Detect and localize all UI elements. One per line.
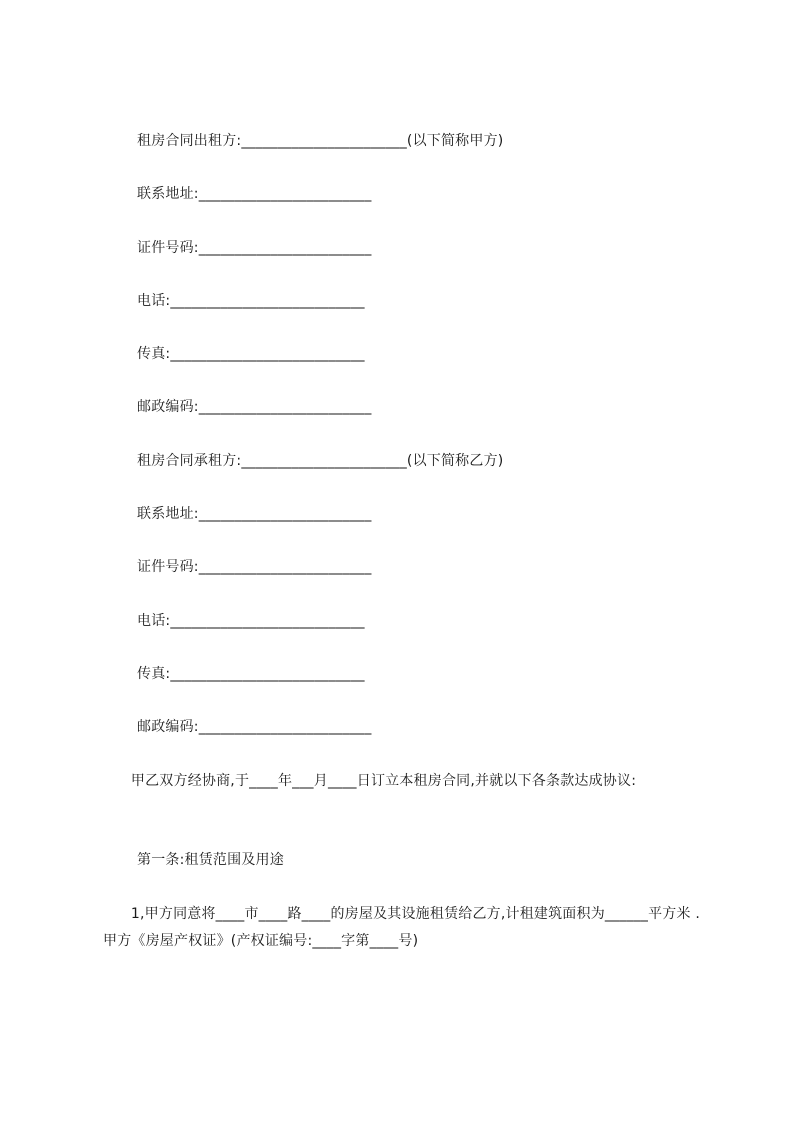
landlord-id-number-line: 证件号码:________________________ xyxy=(137,240,372,256)
tenant-fax-line: 传真:___________________________ xyxy=(137,666,365,682)
landlord-fax-line: 传真:___________________________ xyxy=(137,346,365,362)
tenant-address-line: 联系地址:________________________ xyxy=(137,506,372,522)
agreement-intro-paragraph: 甲乙双方经协商,于____年___月____日订立本租房合同,并就以下各条款达成协议: xyxy=(103,773,637,789)
landlord-address-line: 联系地址:________________________ xyxy=(137,186,372,202)
tenant-id-number-line: 证件号码:________________________ xyxy=(137,559,372,575)
landlord-name-line: 租房合同出租方:_______________________(以下简称甲方) xyxy=(137,133,504,149)
article1-clause1-paragraph: 1,甲方同意将____市____路____的房屋及其设施租赁给乙方,计租建筑面积为______平方米 .甲方《房屋产权证》(产权证编号:____字第____号) xyxy=(103,906,701,949)
tenant-name-line: 租房合同承租方:_______________________(以下简称乙方) xyxy=(137,453,504,469)
tenant-postal-code-line: 邮政编码:________________________ xyxy=(137,719,372,735)
article1-title: 第一条:租赁范围及用途 xyxy=(137,852,284,868)
tenant-phone-line: 电话:___________________________ xyxy=(137,613,365,629)
landlord-postal-code-line: 邮政编码:________________________ xyxy=(137,399,372,415)
landlord-phone-line: 电话:___________________________ xyxy=(137,293,365,309)
